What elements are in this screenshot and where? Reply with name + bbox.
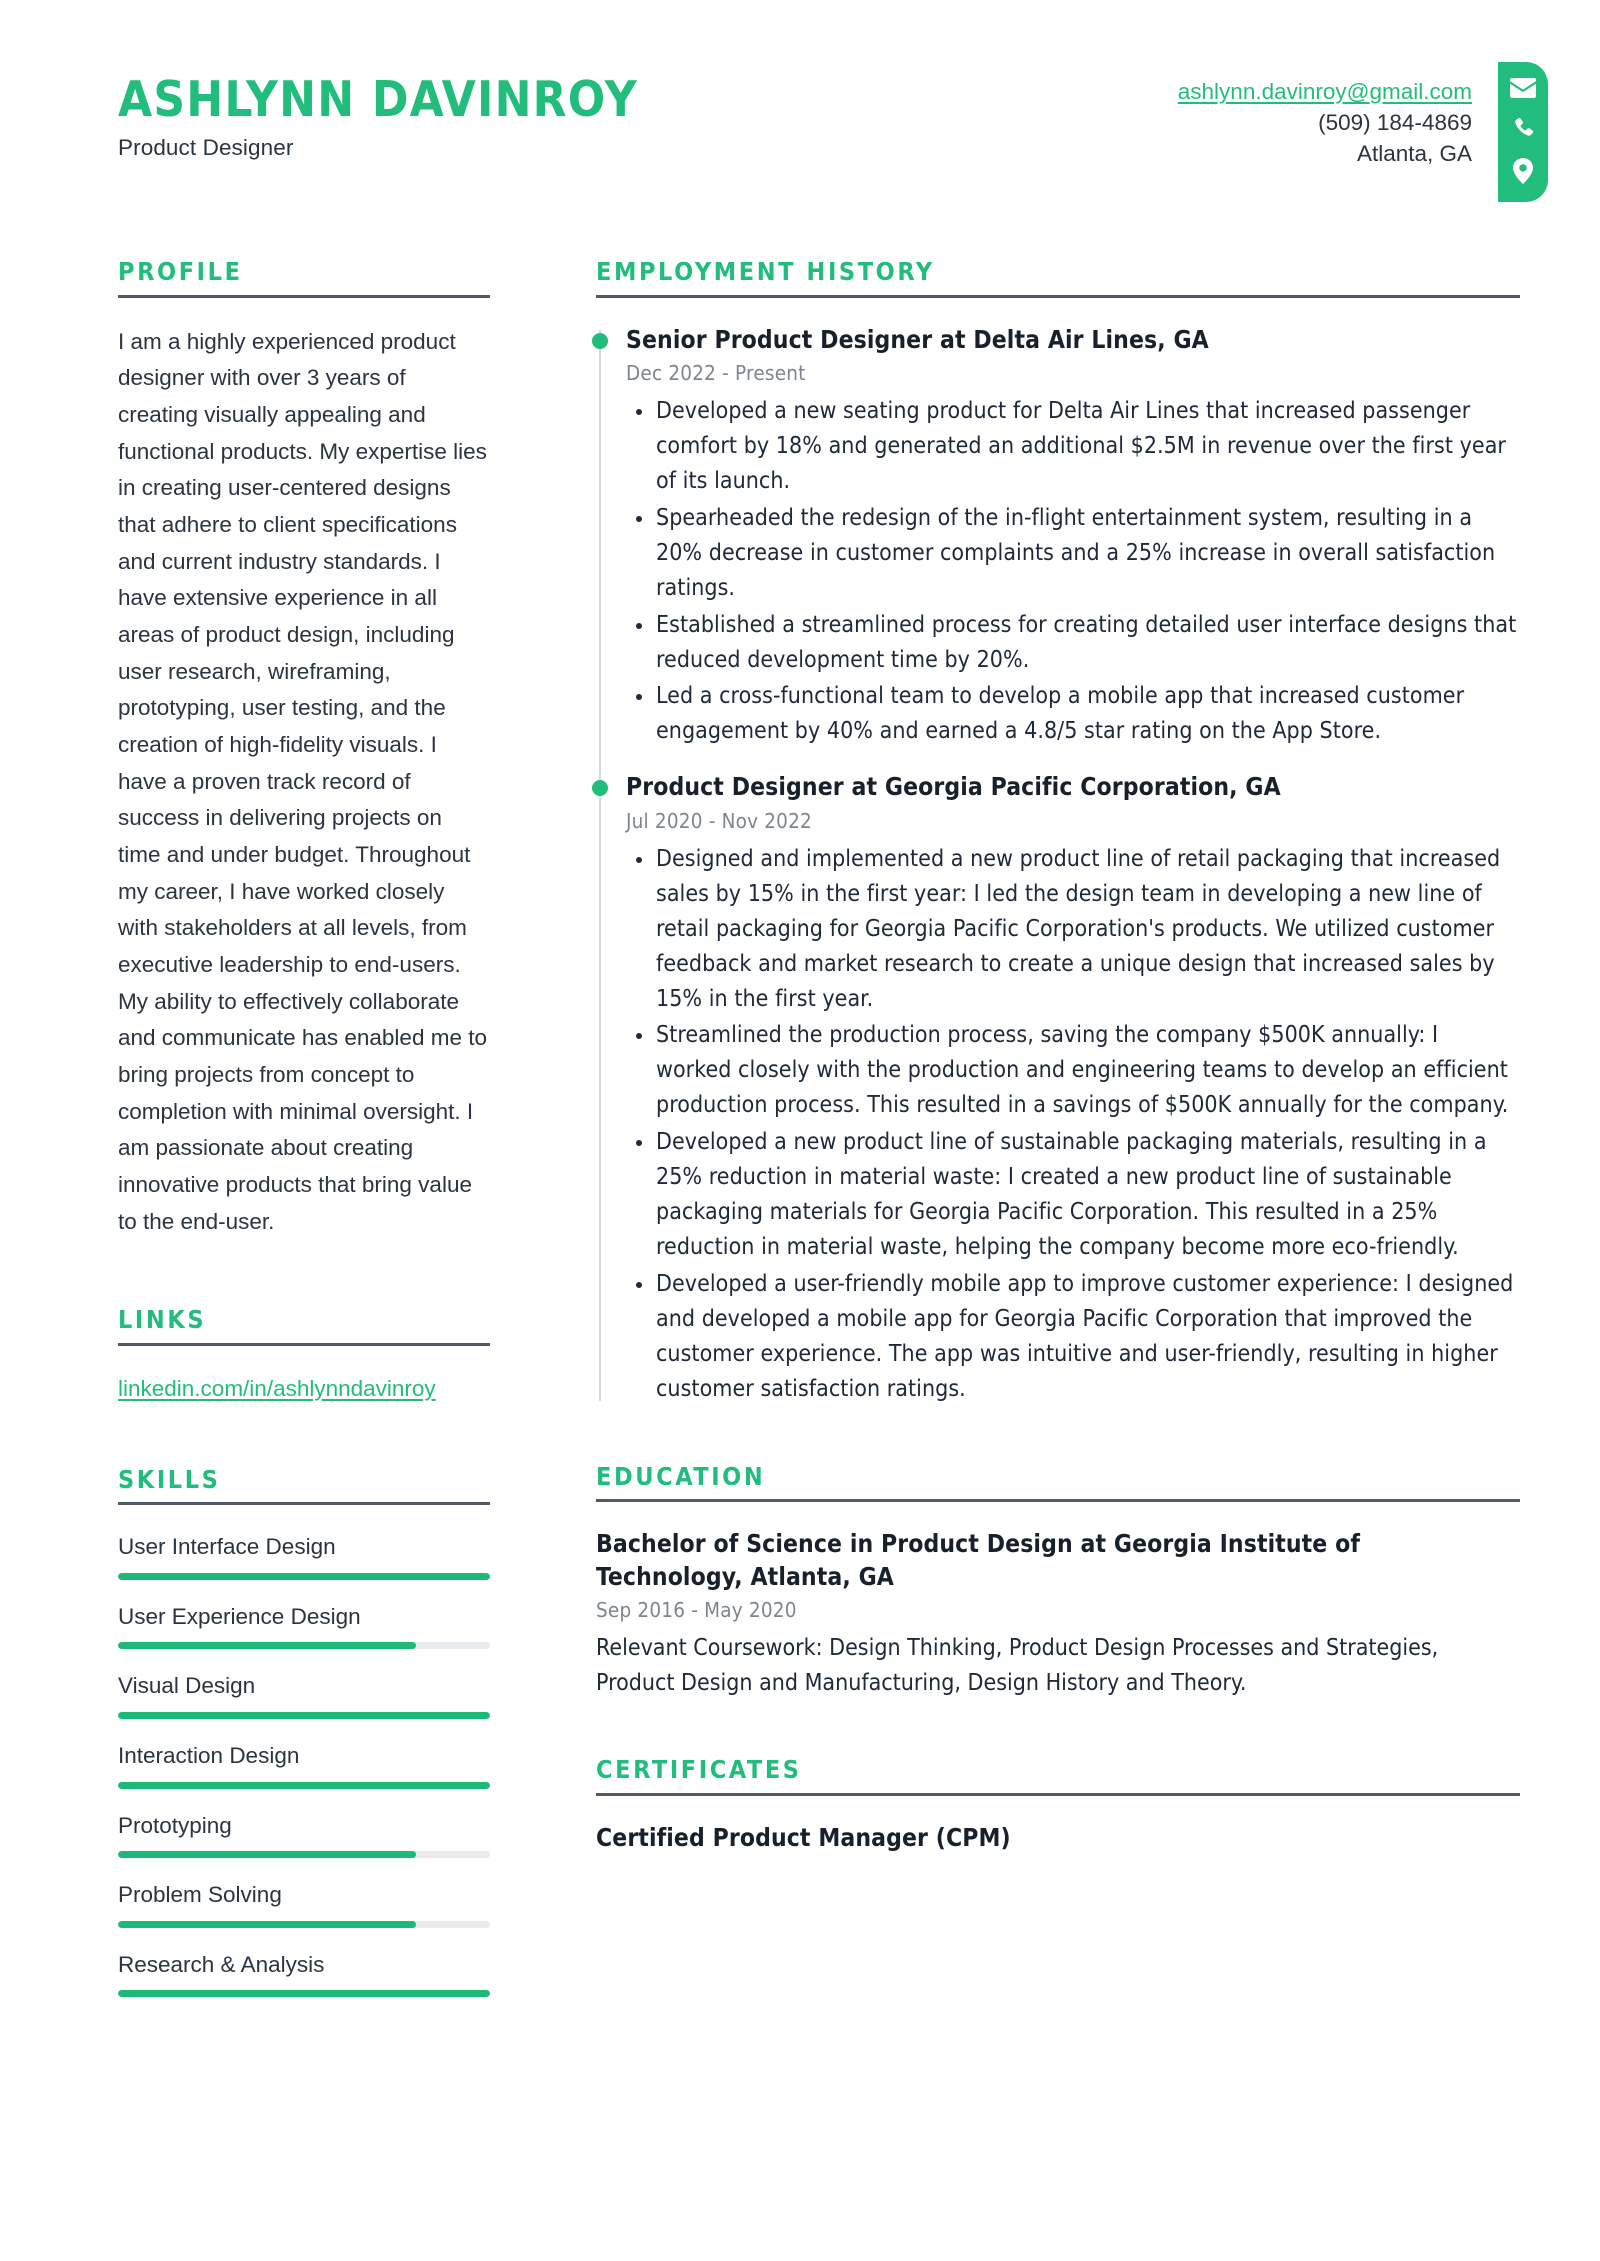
skill-label: Visual Design bbox=[118, 1673, 256, 1699]
skill-label: User Interface Design bbox=[118, 1534, 336, 1560]
skill-item bbox=[118, 1949, 490, 1998]
skill-level-bar bbox=[118, 1712, 490, 1719]
job-bullet-list bbox=[626, 394, 1520, 750]
section-divider bbox=[596, 1499, 1520, 1502]
identity-block bbox=[118, 62, 638, 161]
skill-level-bar bbox=[118, 1782, 490, 1789]
skill-item bbox=[118, 1740, 490, 1789]
certificate-title: Certified Product Manager (CPM) bbox=[596, 1822, 1011, 1852]
section-employment-history bbox=[596, 230, 1520, 1407]
job-bullet-list bbox=[626, 842, 1520, 1407]
contact-phone: (509) 184-4869 bbox=[1318, 110, 1472, 136]
envelope-icon bbox=[1510, 78, 1536, 98]
profile-heading: PROFILE bbox=[118, 257, 243, 286]
resume-body bbox=[0, 230, 1600, 2018]
skill-item bbox=[118, 1601, 490, 1650]
job-bullet: Spearheaded the redesign of the in-flight entertainment system, resulting in a 20% decrease in customer complaints and a 25% increase in overall satisfaction ratings. bbox=[626, 501, 1520, 606]
section-links bbox=[118, 1306, 490, 1405]
skill-level-bar bbox=[118, 1990, 490, 1997]
education-heading: EDUCATION bbox=[596, 1461, 766, 1491]
link-item[interactable]: linkedin.com/in/ashlynndavinroy bbox=[118, 1375, 436, 1401]
skill-level-bar bbox=[118, 1921, 416, 1928]
timeline-dot-icon bbox=[592, 333, 608, 349]
skill-level-bar bbox=[118, 1851, 416, 1858]
employment-entry bbox=[596, 324, 1520, 750]
section-divider bbox=[596, 295, 1520, 298]
profile-heading-block bbox=[118, 258, 490, 298]
timeline-dot-icon bbox=[592, 780, 608, 796]
section-certificates bbox=[596, 1756, 1520, 1854]
links-heading-block bbox=[118, 1306, 490, 1346]
skill-track bbox=[118, 1921, 490, 1928]
skill-item bbox=[118, 1670, 490, 1719]
skill-label: Prototyping bbox=[118, 1812, 232, 1838]
profile-text: I am a highly experienced product designer with over 3 years of creating visually appealing and functional products. My expertise lies in creating user-centered designs that adhere to client specifications and current industry standards. I have extensive experience in all areas of product design, including user research, wireframing, prototyping, user testing, and the creation of high-fidelity visuals. I have a proven track record of success in delivering projects on time and under budget. Throughout my career, I have worked closely with stakeholders at all levels, from executive leadership to end-users. My ability to effectively collaborate and communicate has enabled me to bring projects from concept to completion with minimal oversight. I am passionate about creating innovative products that bring value to the end-user. bbox=[118, 328, 487, 1234]
resume-header bbox=[0, 0, 1600, 230]
skill-item bbox=[118, 1531, 490, 1580]
job-title: Senior Product Designer at Delta Air Lines, GA bbox=[626, 324, 1209, 354]
contact-icon-rail bbox=[1498, 62, 1548, 202]
section-divider bbox=[118, 295, 490, 298]
skill-label: Research & Analysis bbox=[118, 1951, 325, 1977]
employment-heading: EMPLOYMENT HISTORY bbox=[596, 257, 935, 286]
skills-heading: SKILLS bbox=[118, 1464, 221, 1494]
section-skills bbox=[118, 1466, 490, 1998]
contact-block bbox=[1178, 62, 1600, 202]
section-profile bbox=[118, 230, 490, 1240]
candidate-name: ASHLYNN DAVINROY bbox=[118, 71, 638, 128]
employment-timeline bbox=[596, 324, 1520, 1407]
section-divider bbox=[596, 1793, 1520, 1796]
skill-item bbox=[118, 1810, 490, 1859]
section-education bbox=[596, 1463, 1520, 1700]
skill-track bbox=[118, 1573, 490, 1580]
skill-label: User Experience Design bbox=[118, 1603, 361, 1629]
phone-icon bbox=[1511, 116, 1535, 140]
job-title: Product Designer at Georgia Pacific Corporation, GA bbox=[626, 772, 1281, 802]
job-bullet: Designed and implemented a new product line of retail packaging that increased sales by 15% in the first year: I led the design team in developing a new line of retail packaging for Georgia Pacific Corporation's products. We utilized customer feedback and market research to create a unique design that increased sales by 15% in the first year. bbox=[626, 842, 1520, 1017]
skill-track bbox=[118, 1712, 490, 1719]
certificates-heading-block bbox=[596, 1756, 1520, 1796]
education-description: Relevant Coursework: Design Thinking, Product Design Processes and Strategies, Product Design and Manufacturing, Design History and Theory. bbox=[596, 1635, 1439, 1696]
job-bullet: Developed a user-friendly mobile app to improve customer experience: I designed and developed a mobile app for Georgia Pacific Corporation that improved the customer experience. The app was intuitive and user-friendly, resulting in higher customer satisfaction ratings. bbox=[626, 1267, 1520, 1407]
skill-level-bar bbox=[118, 1642, 416, 1649]
section-divider bbox=[118, 1502, 490, 1505]
right-column bbox=[538, 230, 1600, 1874]
left-column bbox=[118, 230, 538, 2018]
section-divider bbox=[118, 1343, 490, 1346]
certificates-heading: CERTIFICATES bbox=[596, 1755, 802, 1785]
skill-item bbox=[118, 1879, 490, 1928]
map-pin-icon bbox=[1513, 158, 1533, 184]
skills-heading-block bbox=[118, 1466, 490, 1506]
skill-label: Interaction Design bbox=[118, 1742, 300, 1768]
skill-track bbox=[118, 1851, 490, 1858]
skill-track bbox=[118, 1990, 490, 1997]
education-title: Bachelor of Science in Product Design at Georgia Institute of Technology, Atlanta, GA bbox=[596, 1529, 1361, 1591]
education-entry bbox=[596, 1528, 1520, 1700]
candidate-job-title: Product Designer bbox=[118, 135, 294, 161]
skill-label: Problem Solving bbox=[118, 1882, 282, 1908]
job-bullet: Led a cross-functional team to develop a mobile app that increased customer engagement by 40% and earned a 4.8/5 star rating on the App Store. bbox=[626, 679, 1520, 749]
job-bullet: Streamlined the production process, saving the company $500K annually: I worked closely with the production and engineering teams to develop an efficient production process. This resulted in a savings of $500K annually for the company. bbox=[626, 1018, 1520, 1123]
contact-location: Atlanta, GA bbox=[1356, 141, 1472, 167]
job-date-range: Dec 2022 - Present bbox=[626, 360, 806, 385]
contact-email[interactable]: ashlynn.davinroy@gmail.com bbox=[1177, 79, 1472, 104]
certificate-entry bbox=[596, 1822, 1520, 1854]
education-date-range: Sep 2016 - May 2020 bbox=[596, 1598, 797, 1623]
skill-track bbox=[118, 1642, 490, 1649]
skill-track bbox=[118, 1782, 490, 1789]
links-heading: LINKS bbox=[118, 1305, 207, 1335]
education-heading-block bbox=[596, 1463, 1520, 1503]
job-bullet: Established a streamlined process for creating detailed user interface designs that reduced development time by 20%. bbox=[626, 608, 1520, 678]
employment-entry bbox=[596, 771, 1520, 1407]
job-bullet: Developed a new seating product for Delta Air Lines that increased passenger comfort by 18% and generated an additional $2.5M in revenue over the first year of its launch. bbox=[626, 394, 1520, 499]
job-bullet: Developed a new product line of sustainable packaging materials, resulting in a 25% reduction in material waste: I created a new product line of sustainable packaging materials for Georgia Pacific Corporation. This resulted in a 25% reduction in material waste, helping the company become more eco-friendly. bbox=[626, 1125, 1520, 1265]
job-date-range: Jul 2020 - Nov 2022 bbox=[626, 808, 812, 833]
skill-level-bar bbox=[118, 1573, 490, 1580]
employment-heading-block bbox=[596, 258, 1520, 298]
